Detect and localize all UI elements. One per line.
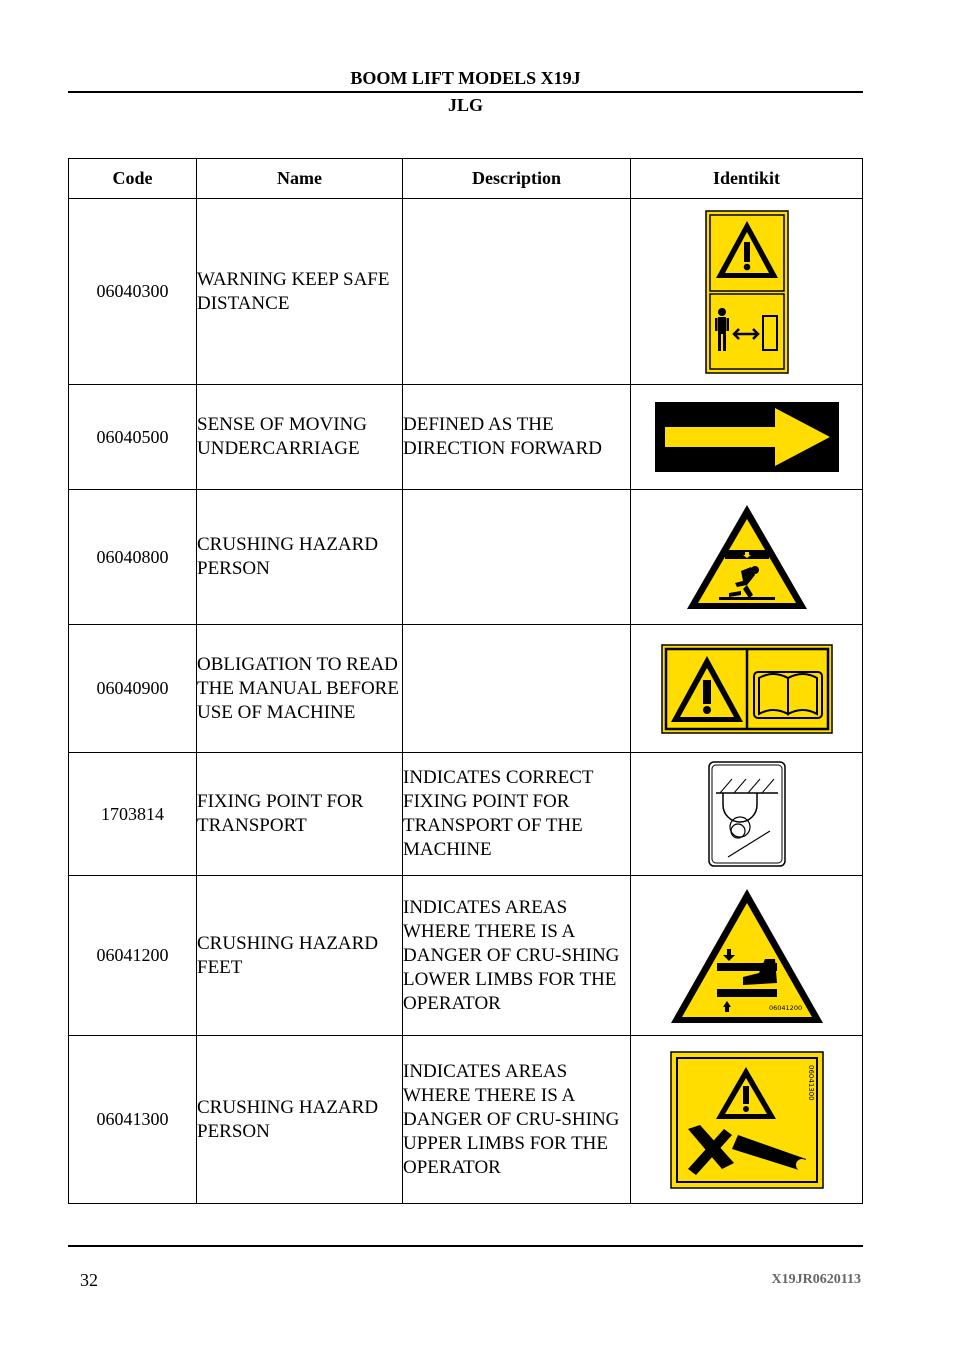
crushing-feet-triangle-icon [669,887,825,1025]
code-cell: 1703814 [69,753,197,876]
crushing-hands-sign-icon [670,1051,824,1189]
page-number: 32 [80,1270,98,1290]
warning-keep-distance-sign-icon [705,210,789,374]
column-header-description: Description [403,159,631,199]
name-cell: FIXING POINT FOR TRANSPORT [197,753,403,876]
name-cell: CRUSHING HAZARD PERSON [197,1036,403,1204]
decal-code-label: 06041200 [768,1003,802,1012]
description-cell: DEFINED AS THE DIRECTION FORWARD [403,385,631,490]
name-cell: SENSE OF MOVING UNDERCARRIAGE [197,385,403,490]
table-row [69,625,863,753]
decal-code-label: 06041300 [806,1064,815,1101]
column-header-code: Code [69,159,197,199]
description-cell [403,625,631,753]
code-cell: 06041200 [69,876,197,1036]
crushing-hazard-triangle-icon [685,503,809,611]
description-cell: INDICATES AREAS WHERE THERE IS A DANGER OF CRU-SHING LOWER LIMBS FOR THE OPERATOR [403,876,631,1036]
name-cell: OBLIGATION TO READ THE MANUAL BEFORE USE OF MACHINE [197,625,403,753]
direction-arrow-sign-icon [655,402,839,472]
code-cell: 06041300 [69,1036,197,1204]
code-cell: 06040500 [69,385,197,490]
column-header-name: Name [197,159,403,199]
code-cell: 06040800 [69,490,197,625]
code-cell: 06040300 [69,199,197,385]
header-divider [68,91,863,93]
document-subtitle: JLG [447,95,483,115]
description-cell: INDICATES AREAS WHERE THERE IS A DANGER OF CRU-SHING UPPER LIMBS FOR THE OPERATOR [403,1036,631,1204]
document-title: BOOM LIFT MODELS X19J [350,68,581,88]
decal-table [68,158,863,1204]
column-header-identikit: Identikit [631,159,863,199]
table-row [69,1036,863,1204]
transport-fixing-point-icon [708,761,786,867]
table-row [69,490,863,625]
table-row [69,876,863,1036]
code-cell: 06040900 [69,625,197,753]
read-manual-sign-icon [661,644,833,734]
footer-divider [68,1245,863,1247]
name-cell: CRUSHING HAZARD PERSON [197,490,403,625]
table-row [69,385,863,490]
description-cell [403,199,631,385]
name-cell: CRUSHING HAZARD FEET [197,876,403,1036]
table-header-row [69,159,863,199]
description-cell [403,490,631,625]
document-code: X19JR0620113 [771,1272,861,1287]
table-row [69,199,863,385]
name-cell: WARNING KEEP SAFE DISTANCE [197,199,403,385]
description-cell: INDICATES CORRECT FIXING POINT FOR TRANSPORT OF THE MACHINE [403,753,631,876]
table-row [69,753,863,876]
